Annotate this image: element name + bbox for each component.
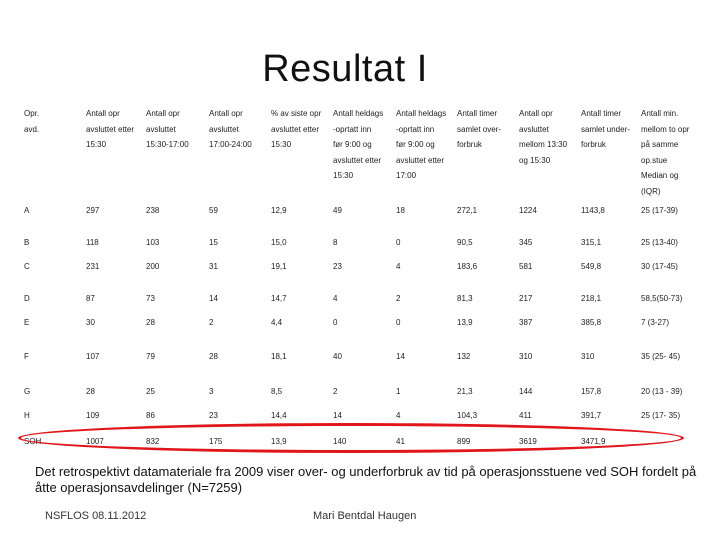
table-cell: 28	[86, 387, 95, 396]
table-cell: 59	[209, 206, 218, 215]
column-header-line: 15:30	[86, 140, 107, 149]
column-header-2	[86, 106, 134, 153]
column-header-line: samlet over-	[457, 124, 502, 134]
column-header-line: Antall opr	[519, 109, 553, 118]
table-cell: 81,3	[457, 294, 473, 303]
column-header-line: 15:30	[271, 140, 292, 149]
column-header-line: Median og	[641, 171, 679, 180]
table-cell: 4	[396, 262, 401, 271]
column-header-4	[209, 106, 252, 153]
table-cell: 385,8	[581, 318, 602, 327]
column-header-line: Antall opr	[146, 109, 180, 118]
column-header-line: forbruk	[457, 140, 482, 149]
table-cell: 25 (13-40)	[641, 238, 678, 247]
table-cell: 30 (17-45)	[641, 262, 678, 271]
column-header-line: Antall heldags	[396, 109, 447, 118]
column-header-line: Antall timer	[457, 109, 498, 118]
table-cell: 12,9	[271, 206, 287, 215]
table-cell: 35 (25- 45)	[641, 352, 681, 361]
table-cell: 200	[146, 262, 160, 271]
column-header-line: -oprtatt inn	[333, 124, 372, 134]
column-header-6	[333, 106, 383, 184]
row-label-a: A	[24, 206, 30, 215]
table-cell: 3619	[519, 437, 537, 446]
table-cell: 297	[86, 206, 100, 215]
table-cell: 2	[209, 318, 214, 327]
table-cell: 79	[146, 352, 155, 361]
column-header-10	[581, 106, 630, 153]
column-header-line: Antall heldags	[333, 109, 384, 118]
table-cell: 411	[519, 411, 532, 420]
table-cell: 832	[146, 437, 160, 446]
column-header-line: 17:00	[396, 171, 417, 180]
column-header-line: 15:30-17:00	[146, 140, 189, 149]
column-header-line: før 9:00 og	[333, 140, 372, 149]
table-cell: 7 (3-27)	[641, 318, 670, 327]
column-header-line: % av siste opr	[271, 109, 322, 118]
table-cell: 1224	[519, 206, 537, 215]
table-cell: 86	[146, 411, 155, 420]
table-cell: 104,3	[457, 411, 478, 420]
table-cell: 30	[86, 318, 95, 327]
table-cell: 25 (17- 35)	[641, 411, 681, 420]
column-header-line: før 9:00 og	[396, 140, 435, 149]
column-header-line: mellom 13:30	[519, 140, 568, 149]
table-cell: 18,1	[271, 352, 287, 361]
table-cell: 103	[146, 238, 160, 247]
table-cell: 238	[146, 206, 160, 215]
table-cell: 175	[209, 437, 223, 446]
column-header-line: (IQR)	[641, 186, 661, 196]
footer-event: NSFLOS 08.11.2012	[45, 510, 147, 522]
table-cell: 25	[146, 387, 155, 396]
column-header-7	[396, 106, 446, 184]
table-cell: 132	[457, 352, 471, 361]
row-label-f: F	[24, 352, 29, 361]
table-cell: 19,1	[271, 262, 287, 271]
column-header-line: avd.	[24, 124, 40, 134]
table-cell: 20 (13 - 39)	[641, 387, 683, 396]
column-header-line: mellom to opr	[641, 124, 690, 134]
table-cell: 118	[86, 238, 99, 247]
column-header-11	[641, 106, 689, 199]
table-cell: 3	[209, 387, 214, 396]
table-cell: 231	[86, 262, 100, 271]
column-header-line: og 15:30	[519, 155, 551, 165]
table-cell: 41	[396, 437, 405, 446]
table-cell: 345	[519, 238, 533, 247]
column-header-1	[24, 106, 39, 137]
table-cell: 4	[396, 411, 401, 420]
table-cell: 14,4	[271, 411, 287, 420]
table-cell: 15,0	[271, 238, 287, 247]
column-header-5	[271, 106, 321, 153]
column-header-line: 17:00-24:00	[209, 140, 252, 149]
table-cell: 107	[86, 352, 100, 361]
table-cell: 13,9	[457, 318, 473, 327]
table-cell: 109	[86, 411, 100, 420]
table-cell: 90,5	[457, 238, 473, 247]
table-cell: 25 (17-39)	[641, 206, 678, 215]
table-cell: 28	[209, 352, 218, 361]
table-cell: 0	[396, 318, 401, 327]
column-header-line: avsluttet	[146, 124, 176, 134]
table-cell: 15	[209, 238, 218, 247]
table-cell: 14	[396, 352, 405, 361]
column-header-line: avsluttet etter	[396, 155, 445, 165]
column-header-line: Antall min.	[641, 109, 679, 118]
table-cell: 3471,9	[581, 437, 606, 446]
table-cell: 549,8	[581, 262, 602, 271]
column-header-line: Antall opr	[86, 109, 120, 118]
slide-title: Resultat I	[262, 48, 428, 90]
table-cell: 40	[333, 352, 342, 361]
table-cell: 18	[396, 206, 405, 215]
column-header-line: på samme	[641, 140, 679, 149]
column-header-3	[146, 106, 189, 153]
column-header-line: forbruk	[581, 140, 606, 149]
column-header-line: avsluttet	[519, 124, 549, 134]
table-cell: 87	[86, 294, 95, 303]
table-cell: 8	[333, 238, 338, 247]
table-cell: 0	[396, 238, 401, 247]
soh-row-highlight-ellipse	[18, 423, 684, 453]
table-cell: 13,9	[271, 437, 287, 446]
table-cell: 4	[333, 294, 338, 303]
column-header-line: Opr.	[24, 109, 40, 118]
table-cell: 58,5(50-73)	[641, 294, 683, 303]
table-cell: 387	[519, 318, 533, 327]
column-header-line: avsluttet	[209, 124, 239, 134]
table-cell: 21,3	[457, 387, 473, 396]
table-cell: 1	[396, 387, 401, 396]
column-header-9	[519, 106, 567, 168]
column-header-line: samlet under-	[581, 124, 630, 134]
table-cell: 23	[209, 411, 218, 420]
column-header-8	[457, 106, 501, 153]
row-label-h: H	[24, 411, 30, 420]
table-cell: 157,8	[581, 387, 602, 396]
slide-caption: Det retrospektivt datamateriale fra 2009 viser over- og underforbruk av tid på operasjonsstuene ved SOH fordelt på åtte operasjonsavdelinger (N=7259)	[35, 464, 697, 495]
table-cell: 28	[146, 318, 155, 327]
column-header-line: 15:30	[333, 171, 354, 180]
table-cell: 31	[209, 262, 218, 271]
table-cell: 8,5	[271, 387, 283, 396]
table-cell: 310	[519, 352, 533, 361]
table-cell: 2	[333, 387, 338, 396]
column-header-line: op.stue	[641, 155, 668, 165]
table-cell: 0	[333, 318, 338, 327]
table-cell: 391,7	[581, 411, 602, 420]
table-cell: 73	[146, 294, 155, 303]
table-cell: 899	[457, 437, 471, 446]
table-cell: 272,1	[457, 206, 478, 215]
table-cell: 140	[333, 437, 347, 446]
table-cell: 183,6	[457, 262, 478, 271]
table-cell: 310	[581, 352, 595, 361]
column-header-line: avsluttet etter	[86, 124, 135, 134]
table-cell: 14,7	[271, 294, 287, 303]
table-cell: 4,4	[271, 318, 283, 327]
row-label-d: D	[24, 294, 30, 303]
table-cell: 144	[519, 387, 533, 396]
row-label-soh: SOH	[24, 437, 42, 446]
footer-author: Mari Bentdal Haugen	[313, 510, 417, 522]
table-cell: 14	[209, 294, 218, 303]
table-cell: 581	[519, 262, 533, 271]
table-cell: 1143,8	[581, 206, 605, 215]
table-cell: 14	[333, 411, 342, 420]
column-header-line: Antall timer	[581, 109, 622, 118]
table-cell: 49	[333, 206, 342, 215]
table-cell: 1007	[86, 437, 104, 446]
table-cell: 315,1	[581, 238, 602, 247]
row-label-c: C	[24, 262, 30, 271]
table-cell: 218,1	[581, 294, 602, 303]
row-label-b: B	[24, 238, 30, 247]
table-cell: 23	[333, 262, 342, 271]
column-header-line: avsluttet etter	[271, 124, 320, 134]
table-cell: 2	[396, 294, 401, 303]
column-header-line: -oprtatt inn	[396, 124, 435, 134]
table-cell: 217	[519, 294, 533, 303]
column-header-line: Antall opr	[209, 109, 243, 118]
row-label-e: E	[24, 318, 30, 327]
column-header-line: avsluttet etter	[333, 155, 382, 165]
row-label-g: G	[24, 387, 31, 396]
